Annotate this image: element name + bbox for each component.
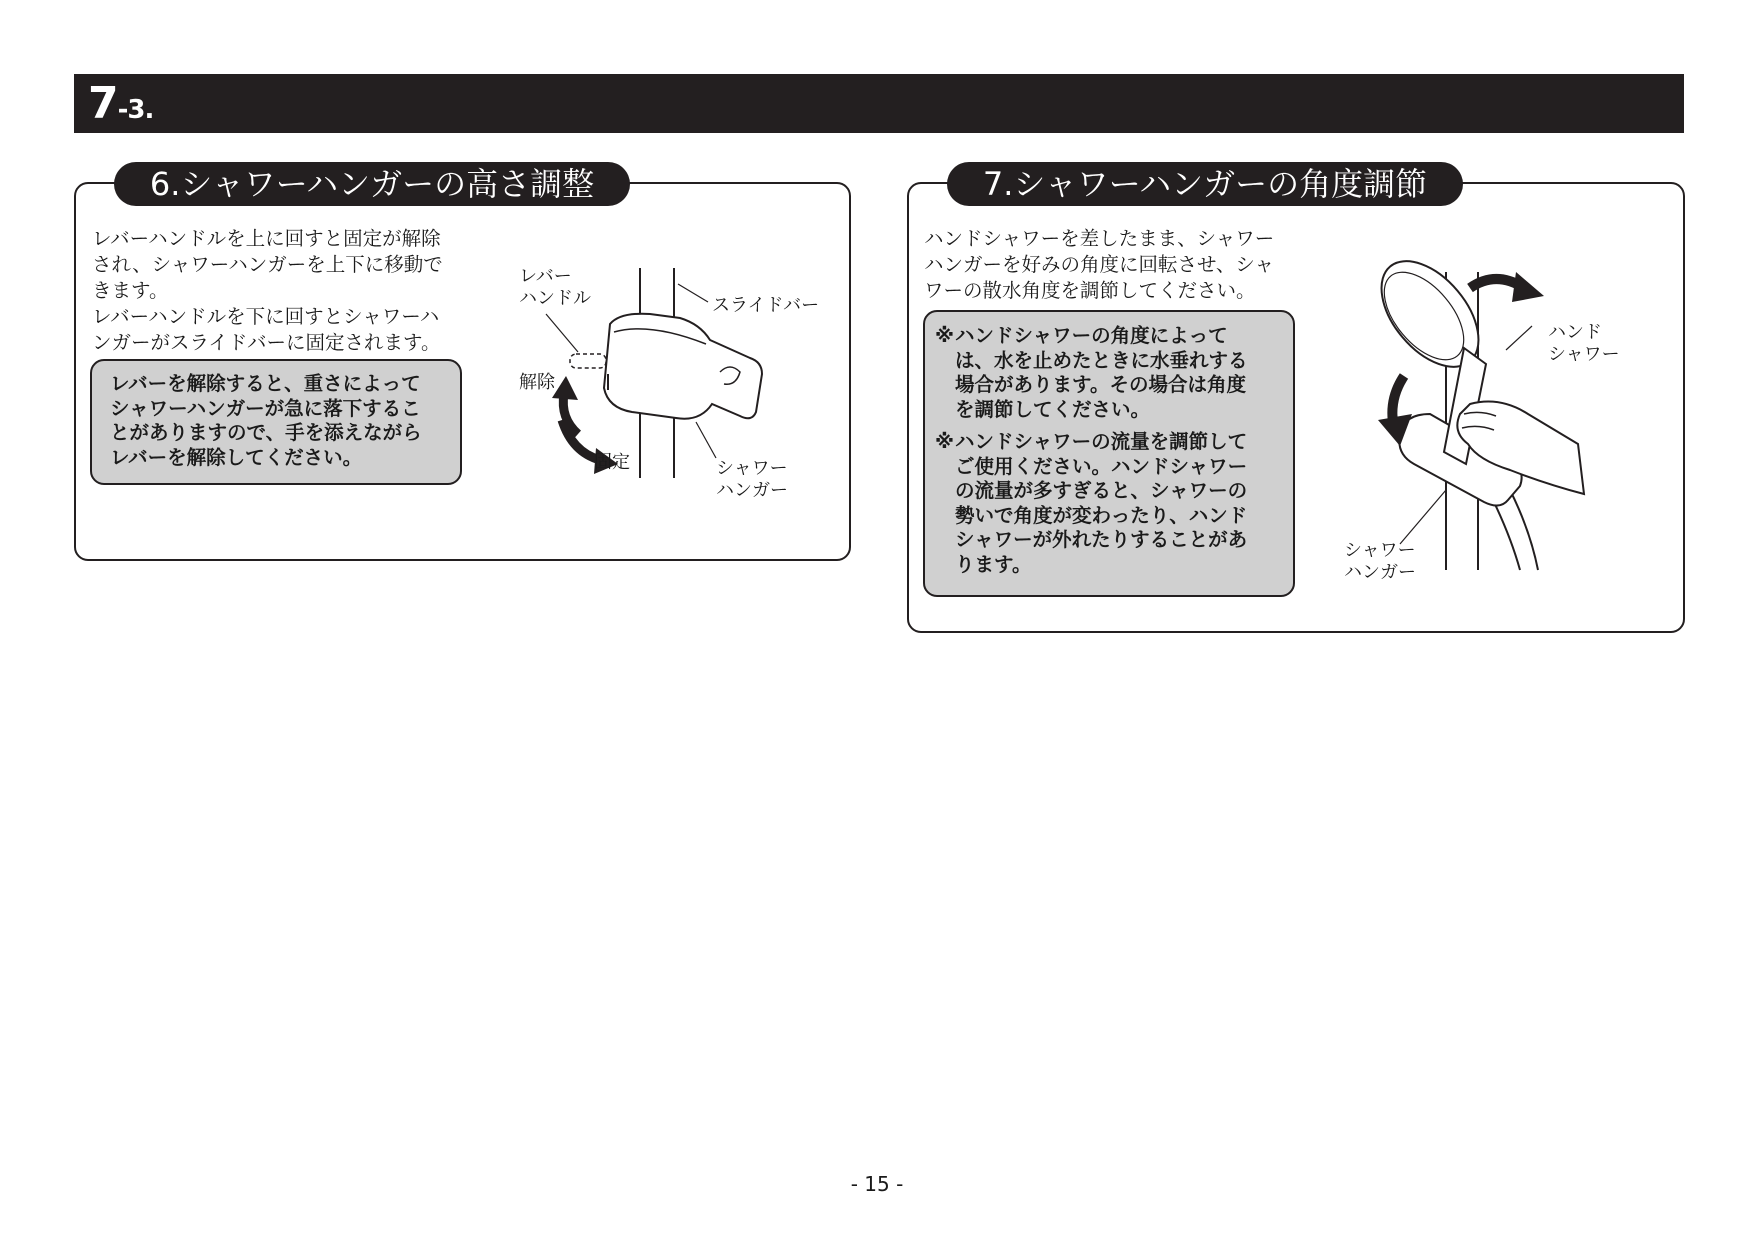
shower-hanger-label-7: シャワー ハンガー: [1344, 540, 1416, 583]
slide-bar-label: スライドバー: [712, 295, 820, 316]
lever-handle-label: レバー ハンドル: [519, 266, 591, 309]
shower-hanger-label-6: シャワー ハンガー: [716, 458, 788, 501]
asterisk-mark: ※: [935, 324, 954, 347]
fix-label: 固定: [594, 452, 630, 473]
caution-item: [935, 324, 1283, 422]
caution-text: ハンドシャワーの角度によって は、水を止めたときに水垂れする 場合があります。その場合は角度 を調節してください。: [955, 324, 1248, 421]
release-label: 解除: [519, 372, 555, 393]
hanger-angle-illustration: [1360, 264, 1680, 574]
panel-7-caution-notes: [923, 310, 1295, 597]
panel-6-caution-note: レバーを解除すると、重さによって シャワーハンガーが急に落下するこ とがありますので、手を添えながら レバーを解除してください。: [90, 359, 462, 485]
panel-7-title: 7.シャワーハンガーの角度調節: [947, 162, 1463, 206]
section-number-sub: -3.: [117, 95, 154, 125]
section-number: [88, 78, 153, 129]
panel-6-title: 6.シャワーハンガーの高さ調整: [114, 162, 630, 206]
caution-text: ハンドシャワーの流量を調節して ご使用ください。ハンドシャワー の流量が多すぎると、シャワーの 勢いで角度が変わったり、ハンド シャワーが外れたりすることがあ ります。: [955, 430, 1248, 576]
section-header-bar: [74, 74, 1684, 133]
asterisk-mark: ※: [935, 430, 954, 453]
page-number: - 15 -: [850, 1172, 904, 1196]
caution-item: [935, 430, 1283, 577]
panel-7-body-text: ハンドシャワーを差したまま、シャワー ハンガーを好みの角度に回転させ、シャ ワーの散水角度を調節してください。: [924, 227, 1275, 302]
panel-6-body-text: レバーハンドルを上に回すと固定が解除 され、シャワーハンガーを上下に移動で きます。 レバーハンドルを下に回すとシャワーハ ンガーがスライドバーに固定されます。: [92, 227, 443, 354]
hand-shower-label: ハンド シャワー: [1548, 322, 1620, 365]
section-number-main: 7: [88, 78, 118, 129]
